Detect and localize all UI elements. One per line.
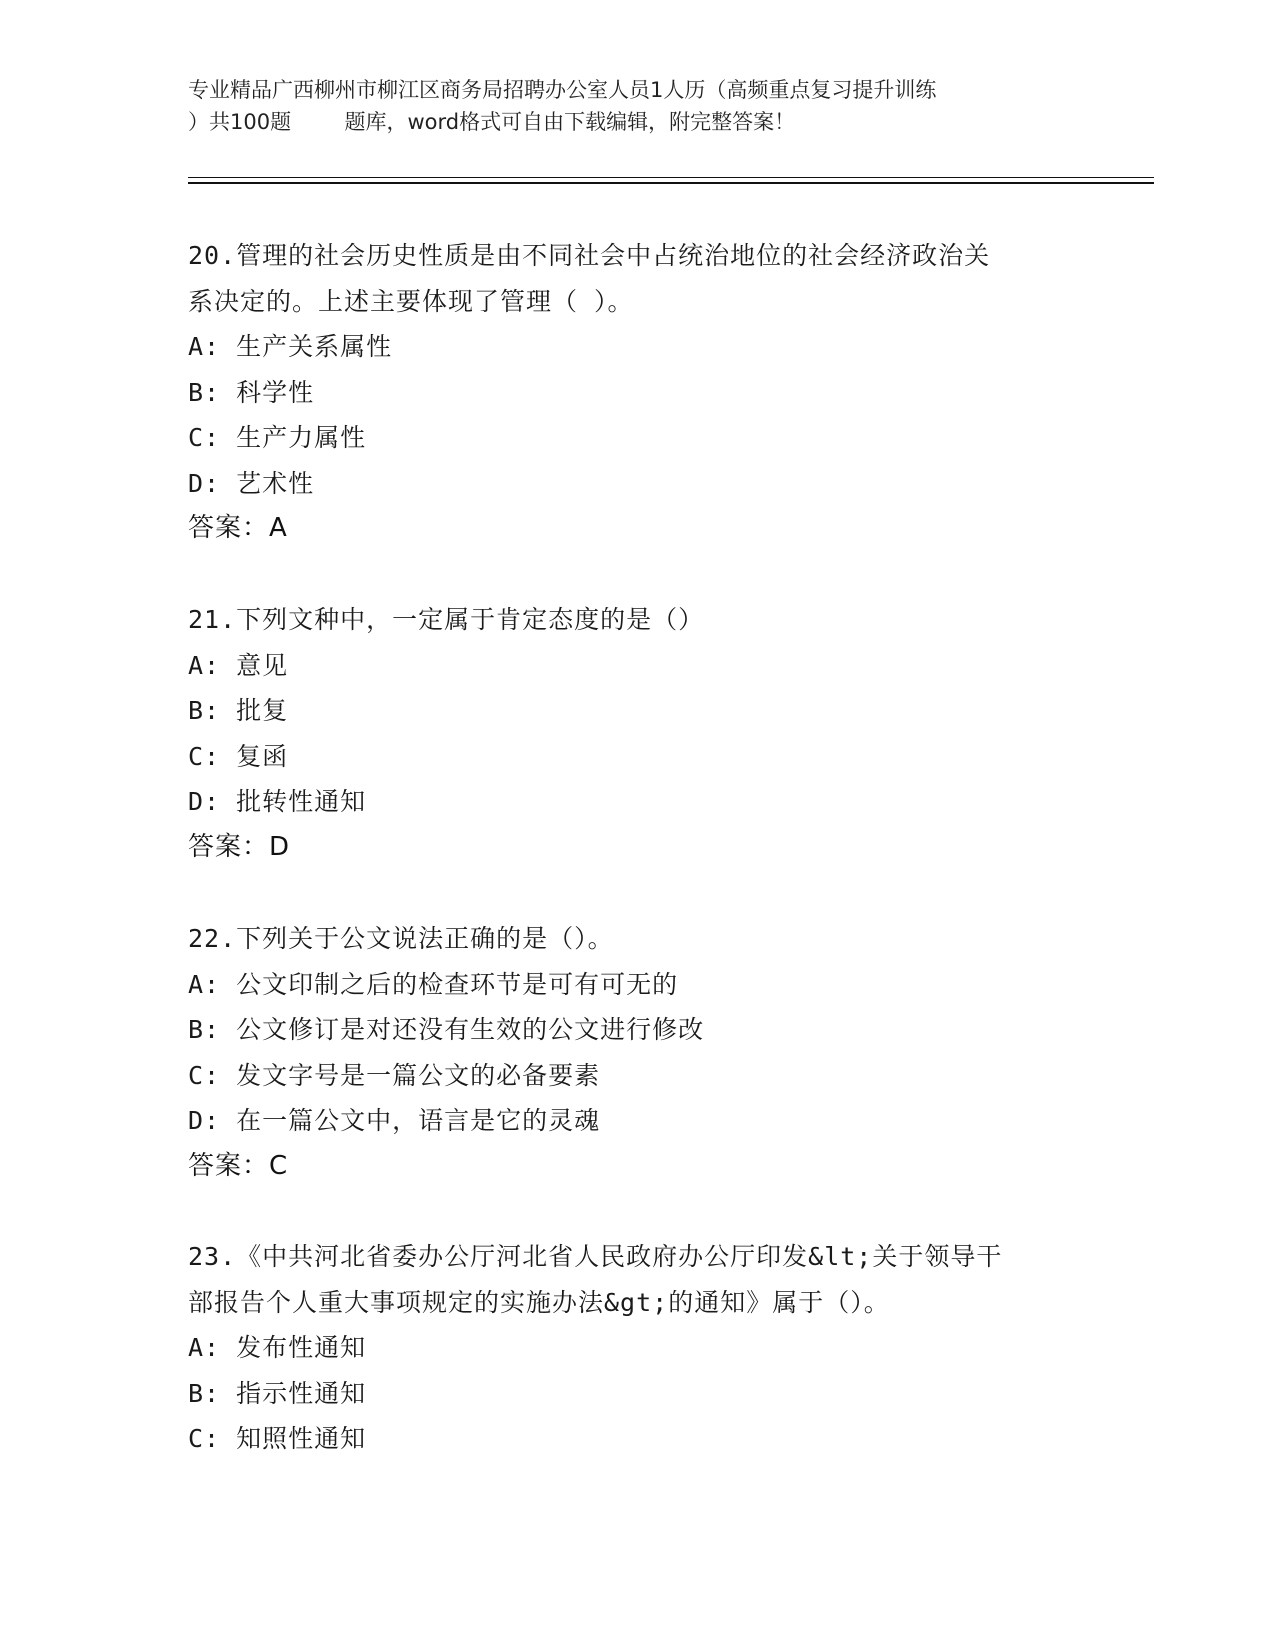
option-c: C: 知照性通知: [188, 1424, 367, 1453]
answer-label: 答案：D: [188, 831, 291, 862]
option-c: C: 生产力属性: [188, 423, 367, 452]
question-20: [188, 233, 1088, 552]
question-stem-line: 23.《中共河北省委办公厅河北省人民政府办公厅印发&lt;关于领导干: [188, 1242, 1003, 1271]
option-d: D: 艺术性: [188, 468, 315, 498]
option-b: B: 指示性通知: [188, 1378, 367, 1408]
option-d: D: 批转性通知: [188, 787, 367, 816]
option-a: A: 生产关系属性: [188, 332, 393, 361]
option-a: A: 公文印制之后的检查环节是可有可无的: [188, 969, 679, 999]
question-stem-line: 系决定的。上述主要体现了管理（ ）。: [188, 286, 634, 316]
option-d: D: 在一篇公文中，语言是它的灵魂: [188, 1106, 601, 1135]
header-divider-thin: [188, 177, 1154, 178]
header-line-1: 专业精品广西柳州市柳江区商务局招聘办公室人员1人历（高频重点复习提升训练: [188, 78, 937, 102]
answer-label: 答案：A: [188, 513, 288, 543]
question-stem-line: 部报告个人重大事项规定的实施办法&gt;的通知》属于（）。: [188, 1287, 890, 1317]
question-23: [188, 1234, 1088, 1462]
option-a: A: 发布性通知: [188, 1333, 367, 1362]
question-stem-line: 21.下列文种中，一定属于肯定态度的是（）: [188, 605, 705, 634]
option-c: C: 发文字号是一篇公文的必备要素: [188, 1060, 601, 1090]
answer-label: 答案：C: [188, 1150, 289, 1181]
document-header: [188, 74, 1088, 138]
header-line-2: ）共100题 题库，word格式可自由下载编辑，附完整答案！: [188, 110, 796, 134]
option-b: B: 公文修订是对还没有生效的公文进行修改: [188, 1015, 705, 1044]
question-stem-line: 20.管理的社会历史性质是由不同社会中占统治地位的社会经济政治关: [188, 241, 991, 270]
header-divider-thick: [188, 182, 1154, 184]
option-b: B: 科学性: [188, 377, 315, 407]
option-b: B: 批复: [188, 696, 289, 725]
question-22: [188, 916, 1088, 1189]
question-21: [188, 597, 1088, 870]
option-c: C: 复函: [188, 741, 289, 771]
option-a: A: 意见: [188, 650, 289, 680]
question-stem-line: 22.下列关于公文说法正确的是（）。: [188, 924, 614, 953]
